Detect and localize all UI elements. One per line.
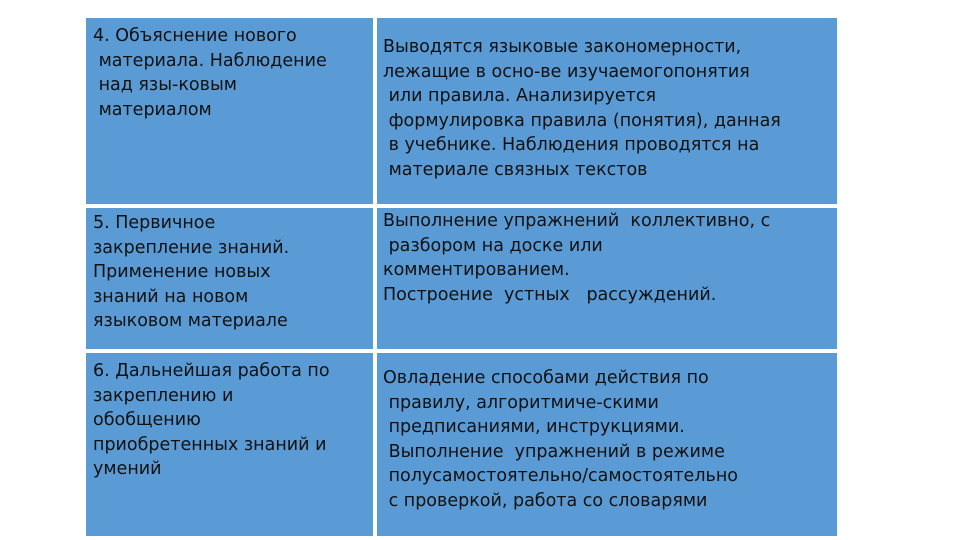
content-cell-6: [377, 353, 837, 536]
content-text-line: предписаниями, инструкциями.: [383, 417, 685, 437]
stage-text-line: закреплению и: [93, 385, 234, 406]
lesson-stages-table: [86, 18, 837, 536]
content-cell-4: [377, 18, 837, 204]
stage-text-line: приобретенных знаний и: [93, 434, 327, 455]
content-text-line: разбором на доске или: [383, 235, 603, 256]
content-text-line: с проверкой, работа со словарями: [383, 490, 708, 511]
stage-text-line: Применение новых: [93, 262, 271, 282]
content-text-line: Выводятся языковые закономерности,: [383, 37, 742, 57]
content-text-line: формулировка правила (понятия), данная: [383, 110, 781, 131]
stage-text-line: 4. Объяснение нового: [93, 26, 297, 46]
content-text-line: Построение устных рассуждений.: [383, 284, 717, 305]
content-text-line: в учебнике. Наблюдения проводятся на: [383, 135, 760, 155]
stage-text-line: знаний на новом: [93, 286, 249, 307]
content-text-line: Овладение способами действия по: [383, 368, 709, 388]
stage-text-line: материала. Наблюдение: [93, 50, 327, 71]
stage-text-line: языковом материале: [93, 311, 288, 331]
content-text-line: или правила. Анализируется: [383, 86, 657, 106]
stage-text-line: обобщению: [93, 410, 201, 430]
stage-text-line: 6. Дальнейшая работа по: [93, 361, 330, 381]
stage-text-line: умений: [93, 459, 162, 479]
content-text-line: материале связных текстов: [383, 159, 648, 180]
content-text-line: полусамостоятельно/самостоятельно: [383, 466, 738, 486]
content-text-line: комментированием.: [383, 260, 570, 280]
stage-text-line: 5. Первичное: [93, 213, 216, 233]
content-text-line: правилу, алгоритмиче-скими: [383, 392, 659, 413]
stage-cell-6: [86, 353, 373, 536]
content-text-line: Выполнение упражнений в режиме: [383, 441, 725, 462]
content-text-line: Выполнение упражнений коллективно, с: [383, 211, 771, 231]
content-text-line: лежащие в осно-ве изучаемогопонятия: [383, 61, 750, 82]
stage-text-line: материалом: [93, 99, 212, 120]
content-cell-5: [377, 208, 837, 349]
stage-text-line: над язы-ковым: [93, 75, 237, 95]
stage-cell-4: [86, 18, 373, 204]
stage-text-line: закрепление знаний.: [93, 237, 290, 258]
stage-cell-5: [86, 208, 373, 349]
